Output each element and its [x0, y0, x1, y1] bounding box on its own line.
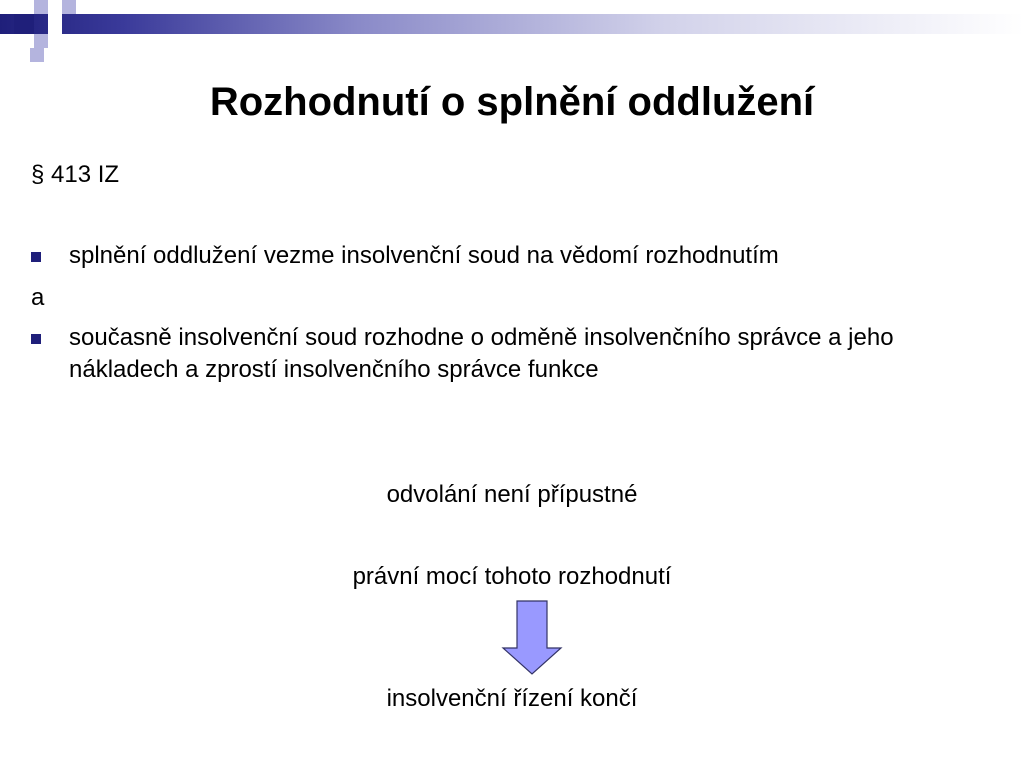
slide-title: Rozhodnutí o splnění oddlužení — [209, 80, 815, 124]
note-effect: právní mocí tohoto rozhodnutí — [352, 563, 672, 590]
decorative-square — [62, 0, 76, 14]
down-arrow-icon — [501, 600, 563, 676]
header-gradient-bar — [0, 14, 1024, 34]
decorative-square — [34, 0, 48, 14]
note-appeal: odvolání není přípustné — [386, 481, 638, 508]
legal-reference: § 413 IZ — [31, 161, 120, 188]
decorative-square — [14, 14, 34, 34]
decorative-square — [30, 48, 44, 62]
bullet-text: současně insolvenční soud rozhodne o odměně insolvenčního správce a jeho nákladech a zprostí insolvenčního správce funkce — [69, 324, 894, 383]
square-bullet-icon — [31, 252, 41, 262]
bullet-item — [31, 322, 991, 386]
note-result: insolvenční řízení končí — [386, 685, 638, 712]
decorative-square — [48, 14, 62, 34]
bullet-text: splnění oddlužení vezme insolvenční soud na vědomí rozhodnutím — [69, 242, 779, 269]
decorative-square — [48, 34, 62, 48]
decorative-square — [34, 34, 48, 48]
square-bullet-icon — [31, 334, 41, 344]
bullet-item — [31, 240, 991, 272]
conjunction-text: a — [31, 284, 45, 311]
